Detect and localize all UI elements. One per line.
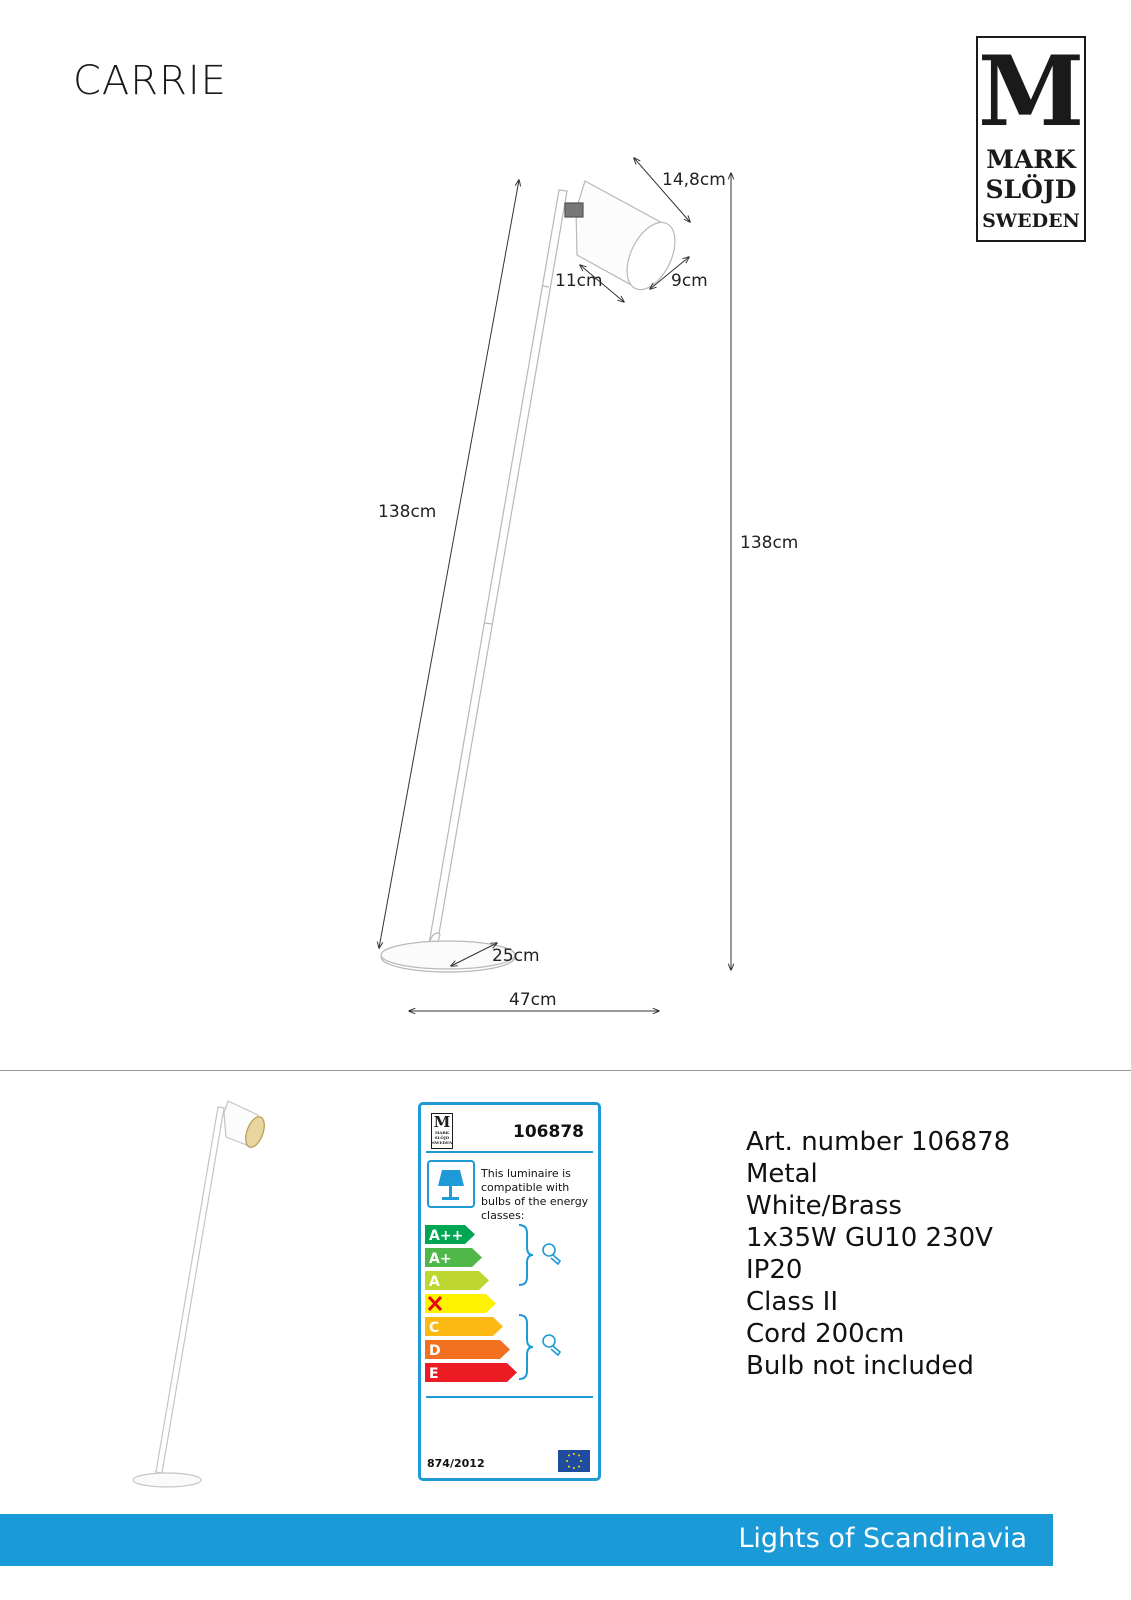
energy-label-rule-bottom (426, 1396, 593, 1398)
energy-label-compat-text: This luminaire is compatible with bulbs of the energy classes: (481, 1167, 589, 1222)
energy-label-regulation: 874/2012 (427, 1457, 485, 1470)
lamp-drawing (381, 181, 685, 972)
logo-line-1: MARK (986, 145, 1076, 174)
spec-bulb: Bulb not included (746, 1351, 974, 1381)
product-title: CARRIE (73, 58, 227, 104)
energy-label-logo-letter: M (433, 1113, 451, 1131)
spec-cord: Cord 200cm (746, 1319, 905, 1349)
eu-flag-icon (558, 1450, 590, 1472)
dim-label-base-diameter: 25cm (492, 946, 540, 966)
spec-ip-rating: IP20 (746, 1255, 803, 1285)
bulb-icon (543, 1335, 560, 1355)
spec-class: Class II (746, 1287, 839, 1317)
dim-label-pole-length: 138cm (378, 502, 437, 522)
energy-class-label: D (429, 1343, 441, 1359)
energy-label-article-number: 106878 (513, 1122, 584, 1142)
dim-label-total-height: 138cm (740, 533, 799, 553)
product-thumbnail (120, 1095, 280, 1495)
bulb-icon (543, 1244, 560, 1264)
logo-line-3: SWEDEN (982, 210, 1080, 232)
energy-label-logo-line3: SWEDEN (432, 1140, 453, 1145)
logo-letter: M (978, 35, 1085, 148)
energy-class-label: A (429, 1274, 440, 1290)
spec-power: 1x35W GU10 230V (746, 1223, 993, 1253)
energy-class-label: A++ (429, 1228, 464, 1244)
energy-label (418, 1102, 601, 1481)
energy-class-label: A+ (429, 1251, 452, 1267)
brace-lower (519, 1315, 533, 1379)
brace-upper (519, 1225, 533, 1285)
spec-article-number: Art. number 106878 (746, 1127, 1011, 1157)
energy-class-label: E (429, 1366, 439, 1382)
dim-label-shade-diameter: 9cm (671, 271, 708, 291)
energy-label-logo (431, 1113, 453, 1149)
spec-material: Metal (746, 1159, 818, 1189)
footer-bar (0, 1514, 1053, 1566)
energy-label-logo-line1: MARK (434, 1130, 450, 1135)
energy-label-rule-top (426, 1151, 593, 1153)
logo-line-2: SLÖJD (985, 175, 1077, 204)
dim-label-footprint-width: 47cm (509, 990, 557, 1010)
section-divider (0, 1070, 1131, 1071)
dim-label-shade-offset: 11cm (555, 271, 603, 291)
energy-class-label: C (429, 1320, 440, 1336)
energy-label-logo-line2: SLÖJD (434, 1135, 450, 1140)
lamp-icon (427, 1160, 475, 1208)
energy-class-arrow (425, 1363, 517, 1382)
spec-color: White/Brass (746, 1191, 902, 1221)
footer-tagline: Lights of Scandinavia (738, 1523, 1027, 1554)
spec-list (746, 1126, 1010, 1382)
energy-class-scale (421, 1223, 598, 1393)
dim-label-shade-length: 14,8cm (662, 170, 726, 190)
